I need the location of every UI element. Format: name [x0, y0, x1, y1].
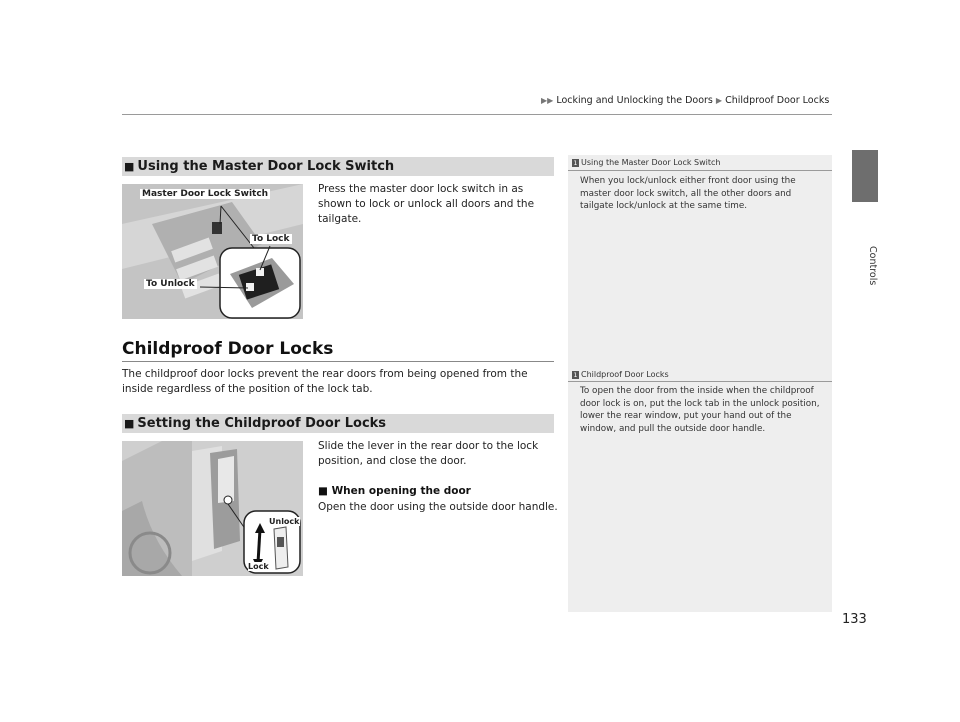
section-title: Setting the Childproof Door Locks	[137, 416, 387, 431]
setting-body-text: Slide the lever in the rear door to the lock position, and close the door.	[318, 440, 539, 467]
section-header-setting	[122, 414, 554, 433]
note-title-text: Childproof Door Locks	[581, 370, 669, 379]
note-title-text: Using the Master Door Lock Switch	[581, 158, 721, 167]
page-number: 133	[842, 612, 867, 627]
breadcrumb-current: Childproof Door Locks	[725, 95, 830, 106]
note-divider	[568, 170, 832, 171]
childproof-intro: The childproof door locks prevent the rear doors from being opened from the inside regardless of the position of the lock tab.	[122, 368, 528, 395]
breadcrumb-arrow-icon: ▶▶	[541, 96, 554, 105]
subheading-marker-icon: ■	[318, 485, 328, 497]
callout-master-switch: Master Door Lock Switch	[142, 189, 269, 199]
note-childproof-body: To open the door from the inside when the childproof door lock is on, put the lock tab in the unlock position, lower the rear window, put your hand out of the window, and pull the outside door handle.	[580, 386, 820, 434]
breadcrumb-separator-icon: ▶	[715, 96, 723, 105]
note-marker-icon: 1	[573, 370, 578, 379]
title-divider	[122, 361, 554, 362]
note-master-body: When you lock/unlock either front door using the master door lock switch, all the other doors and tailgate lock/unlock at the same time.	[580, 176, 796, 211]
section-marker-icon: ■	[124, 160, 135, 173]
master-switch-illustration	[122, 184, 303, 319]
callout-to-lock: To Lock	[252, 234, 290, 244]
subheading-text: When opening the door	[331, 485, 471, 497]
callout-to-unlock: To Unlock	[146, 279, 195, 289]
childproof-illustration	[122, 441, 303, 576]
master-switch-figure	[122, 184, 303, 319]
notes-panel	[568, 155, 832, 612]
chapter-tab	[852, 150, 878, 202]
section-marker-icon: ■	[124, 417, 135, 430]
breadcrumb-parent[interactable]: Locking and Unlocking the Doors	[556, 95, 713, 106]
subheading-opening-door	[318, 485, 471, 497]
note-childproof-title	[572, 370, 669, 379]
callout-unlock: Unlock	[269, 517, 300, 526]
page-title: Childproof Door Locks	[122, 339, 334, 359]
header-divider	[122, 114, 832, 115]
childproof-figure	[122, 441, 303, 576]
section-title: Using the Master Door Lock Switch	[137, 159, 395, 174]
note-divider	[568, 381, 832, 382]
master-body-text: Press the master door lock switch in as shown to lock or unlock all doors and the tailgate.	[318, 183, 535, 225]
note-master-title	[572, 158, 721, 167]
section-header-master	[122, 157, 554, 176]
chapter-label: Controls	[867, 246, 878, 286]
note-marker-icon: 1	[573, 158, 578, 167]
breadcrumb	[541, 95, 829, 106]
subheading-body: Open the door using the outside door handle.	[318, 501, 558, 513]
callout-lock: Lock	[248, 562, 269, 571]
